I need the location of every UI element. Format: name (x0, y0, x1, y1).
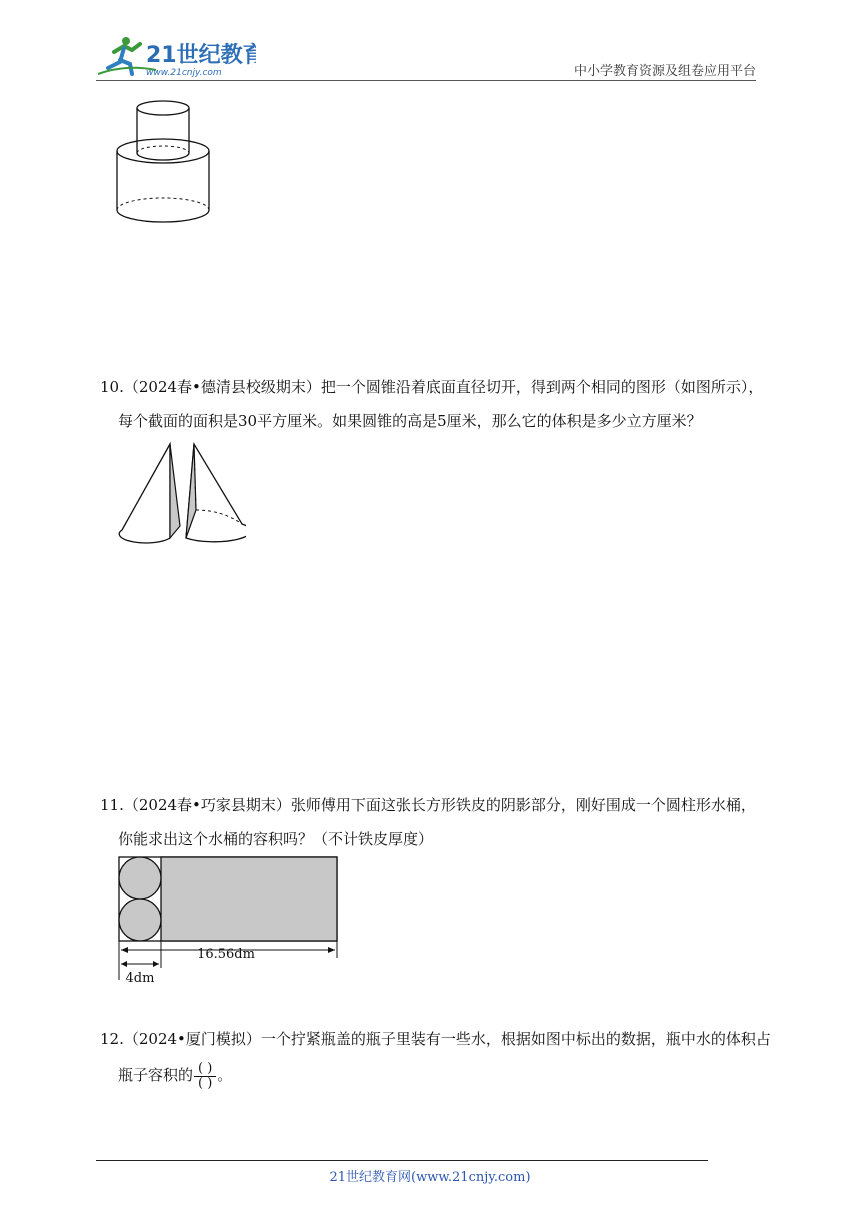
question-10 (100, 376, 780, 398)
question-number: 10. (100, 378, 124, 396)
question-11-line2: 你能求出这个水桶的容积吗？（不计铁皮厚度） (118, 830, 434, 848)
question-source: （2024春•德清县校级期末） (123, 378, 321, 396)
logo-url: www.21cnjy.com (146, 68, 222, 78)
fraction-numerator-blank[interactable]: ( ) (194, 1062, 216, 1077)
footer-divider (96, 1160, 708, 1161)
question-number: 12. (100, 1030, 124, 1048)
question-source: （2024春•巧家县期末） (123, 796, 291, 814)
sheet-length-label: 16.56dm (197, 947, 255, 962)
site-logo (96, 34, 256, 78)
answer-fraction-blank[interactable] (194, 1062, 216, 1091)
question-text-end: 。 (217, 1066, 233, 1084)
footer-text: 21世纪教育网(www.21cnjy.com) (329, 1170, 531, 1185)
sheet-width-label: 4dm (125, 971, 155, 986)
fraction-denominator-blank[interactable]: ( ) (198, 1075, 213, 1091)
split-cone-figure (116, 440, 246, 548)
question-number: 11. (100, 796, 124, 814)
question-12 (100, 1028, 780, 1050)
question-10-line2: 每个截面的面积是30平方厘米。如果圆锥的高是5厘米，那么它的体积是多少立方厘米？ (118, 412, 702, 430)
question-text: 张师傅用下面这张长方形铁皮的阴影部分，刚好围成一个圆柱形水桶， (290, 796, 756, 814)
runner-logo-icon (96, 34, 256, 78)
iron-sheet-figure (116, 854, 346, 992)
question-source: （2024•厦门模拟） (123, 1030, 261, 1048)
stacked-cylinders-figure (108, 96, 218, 238)
question-12-line2 (118, 1060, 778, 1091)
header-platform-text: 中小学教育资源及组卷应用平台 (573, 64, 756, 79)
question-text: 一个拧紧瓶盖的瓶子里装有一些水，根据如图中标出的数据，瓶中水的体积占 (260, 1030, 771, 1048)
logo-title: 21世纪教育 (146, 43, 256, 68)
question-11 (100, 794, 780, 816)
header-divider (96, 80, 756, 81)
question-text: 瓶子容积的 (118, 1066, 194, 1084)
question-text: 把一个圆锥沿着底面直径切开，得到两个相同的图形（如图所示）， (320, 378, 764, 396)
